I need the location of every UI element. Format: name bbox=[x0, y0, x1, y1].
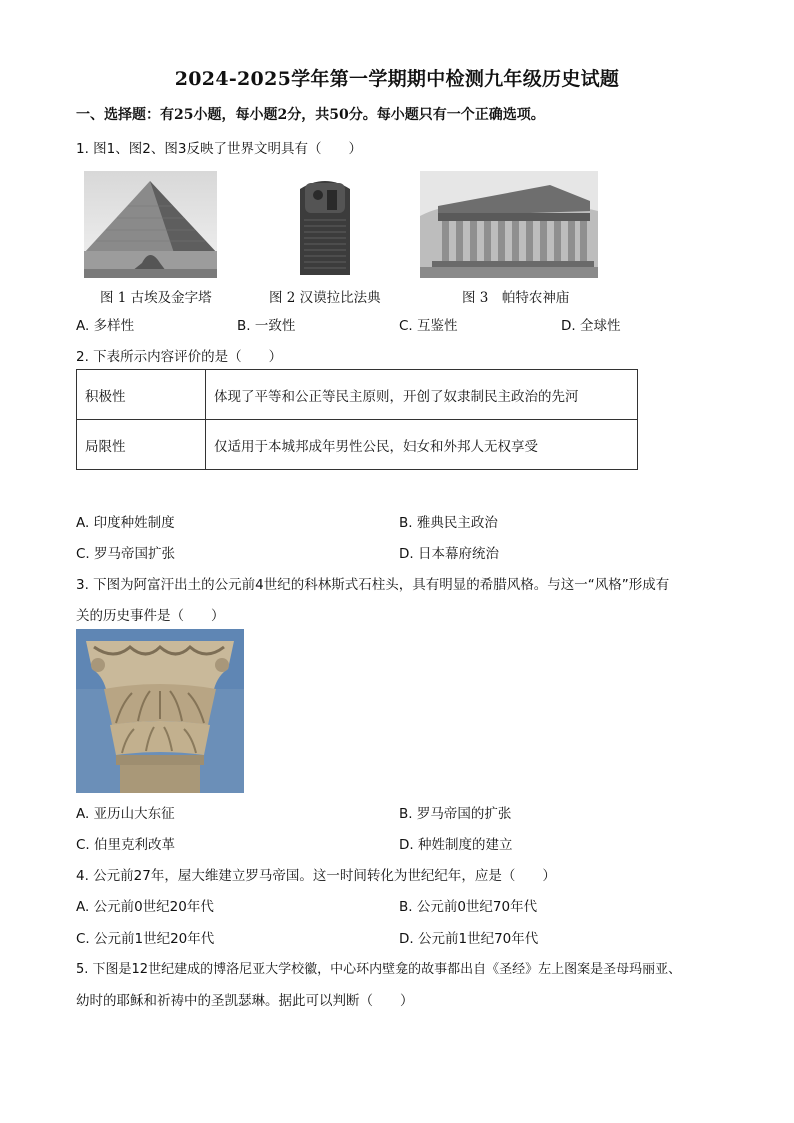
q1-option-a[interactable]: A. 多样性 bbox=[76, 318, 135, 334]
q4-option-c[interactable]: C. 公元前1世纪20年代 bbox=[76, 931, 215, 947]
q3-option-b[interactable]: B. 罗马帝国的扩张 bbox=[399, 806, 512, 822]
q1-stem: 1. 图1、图2、图3反映了世界文明具有（ ） bbox=[76, 141, 362, 157]
q1-option-c[interactable]: C. 互鉴性 bbox=[399, 318, 458, 334]
table-row bbox=[77, 370, 638, 420]
q4-stem: 4. 公元前27年，屋大维建立罗马帝国。这一时间转化为世纪纪年，应是（ ） bbox=[76, 868, 556, 884]
table-cell-key: 局限性 bbox=[77, 420, 206, 470]
q5-stem-line-2: 幼时的耶稣和祈祷中的圣凯瑟琳。据此可以判断（ ） bbox=[76, 993, 414, 1009]
evaluation-table bbox=[76, 369, 638, 470]
parthenon-image bbox=[420, 171, 598, 278]
q2-option-b[interactable]: B. 雅典民主政治 bbox=[399, 515, 498, 531]
figure-1-caption: 图 1 古埃及金字塔 bbox=[100, 290, 212, 306]
section-heading: 一、选择题：有25小题，每小题2分，共50分。每小题只有一个正确选项。 bbox=[76, 107, 545, 123]
table-cell-value: 仅适用于本城邦成年男性公民，妇女和外邦人无权享受 bbox=[206, 420, 638, 470]
table-cell-key: 积极性 bbox=[77, 370, 206, 420]
q3-option-c[interactable]: C. 伯里克利改革 bbox=[76, 837, 176, 853]
q5-stem-line-1: 5. 下图是12世纪建成的博洛尼亚大学校徽，中心环内壁龛的故事都出自《圣经》左上图案是圣母玛丽亚、 bbox=[76, 962, 682, 977]
q3-stem-line-2: 关的历史事件是（ ） bbox=[76, 608, 225, 624]
page-title: 2024-2025学年第一学期期中检测九年级历史试题 bbox=[174, 68, 620, 90]
q3-option-a[interactable]: A. 亚历山大东征 bbox=[76, 806, 175, 822]
q2-option-d[interactable]: D. 日本幕府统治 bbox=[399, 546, 499, 562]
table-cell-value: 体现了平等和公正等民主原则，开创了奴隶制民主政治的先河 bbox=[206, 370, 638, 420]
q2-option-a[interactable]: A. 印度种姓制度 bbox=[76, 515, 175, 531]
q4-option-b[interactable]: B. 公元前0世纪70年代 bbox=[399, 899, 538, 915]
q1-option-d[interactable]: D. 全球性 bbox=[561, 318, 621, 334]
q2-option-c[interactable]: C. 罗马帝国扩张 bbox=[76, 546, 176, 562]
figure-2-caption: 图 2 汉谟拉比法典 bbox=[269, 290, 381, 306]
q1-option-b[interactable]: B. 一致性 bbox=[237, 318, 296, 334]
table-row bbox=[77, 420, 638, 470]
q4-option-a[interactable]: A. 公元前0世纪20年代 bbox=[76, 899, 214, 915]
q4-option-d[interactable]: D. 公元前1世纪70年代 bbox=[399, 931, 539, 947]
corinthian-capital-image bbox=[76, 629, 244, 793]
q3-stem-line-1: 3. 下图为阿富汗出土的公元前4世纪的科林斯式石柱头，具有明显的希腊风格。与这一“风格”形成有 bbox=[76, 577, 670, 593]
q3-option-d[interactable]: D. 种姓制度的建立 bbox=[399, 837, 513, 853]
hammurabi-code-image bbox=[296, 175, 354, 278]
q2-stem: 2. 下表所示内容评价的是（ ） bbox=[76, 349, 283, 365]
figure-3-caption: 图 3 帕特农神庙 bbox=[462, 290, 570, 306]
pyramid-image bbox=[84, 171, 217, 278]
